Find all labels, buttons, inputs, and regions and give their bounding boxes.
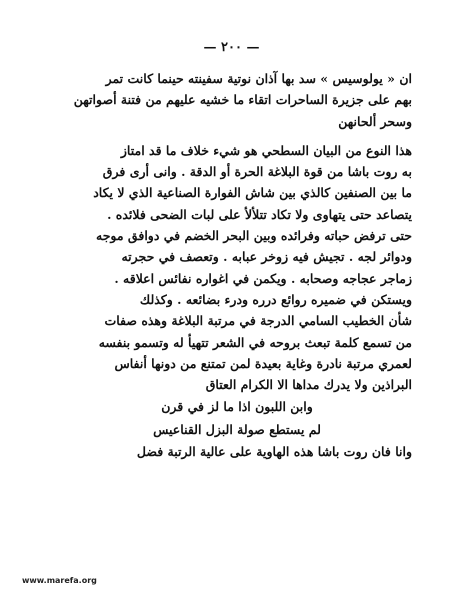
footer-url: www.marefa.org	[22, 576, 97, 585]
body-text	[62, 68, 412, 463]
paragraph-gap	[62, 132, 412, 140]
text-line: وسحر ألحانهن	[338, 113, 412, 129]
verse-line: وابن اللبون اذا ما لز في قرن	[161, 399, 313, 415]
text-line: ما بين الصنفين كالذي بين شاش الفوارة الصناعية الذي لا يكاد	[93, 185, 412, 201]
text-line: زماجر عجاجه وصحابه . ويكمن في اغواره نفائس اعلاقه .	[114, 270, 412, 286]
text-line: ويستكن في ضميره روائع درره ودرء بضائعه . وكذلك	[139, 291, 412, 307]
verse-block	[62, 395, 412, 441]
closing-line: وانا فان روت باشا هذه الهاوية على عالية الرتبة فضل	[136, 444, 412, 460]
text-line: ودوائر لجه . تجيش فيه زوخر عبابه . وتعصف في حجرته	[121, 249, 412, 265]
text-line: حتى ترفض حباته وفرائده وبين البحر الخضم في دوافق موجه	[96, 228, 412, 244]
text-line: بهم على جزيرة الساحرات اتقاء ما خشيه عليهم من فتنة أصواتهن	[73, 92, 412, 108]
text-line: ان « يولوسيس » سد بها آذان نوتية سفينته حينما كانت تمر	[105, 71, 412, 86]
text-line: به روت باشا من قوة البلاغة الحرة أو الدقة . وانى أرى فرق	[102, 164, 412, 180]
paragraph-2	[62, 140, 412, 396]
text-line: يتصاعد حتى يتهاوى ولا تكاد تتلألأ على لبات الضحى فلائده .	[107, 206, 412, 222]
text-line: هذا النوع من البيان السطحي هو شيء خلاف ما قد امتاز	[120, 142, 412, 158]
text-line: لعمري مرتبة نادرة وغاية بعيدة لمن تمتنع من دونها أنفاس	[114, 355, 412, 371]
text-line: البراذين ولا يدرك مداها الا الكرام العتاق	[205, 377, 412, 393]
text-line: شأن الخطيب السامي الدرجة في مرتبة البلاغة وهذه صفات	[104, 313, 412, 329]
text-line: من تسمع كلمة تبعث بروحه في الشعر تتهيأ له وتسمو بنفسه	[98, 334, 412, 350]
page-number: — ٢٠٠ —	[203, 40, 260, 55]
verse-line: لم يستطع صولة البزل القناعيس	[153, 422, 321, 438]
paragraph-1	[62, 68, 412, 132]
